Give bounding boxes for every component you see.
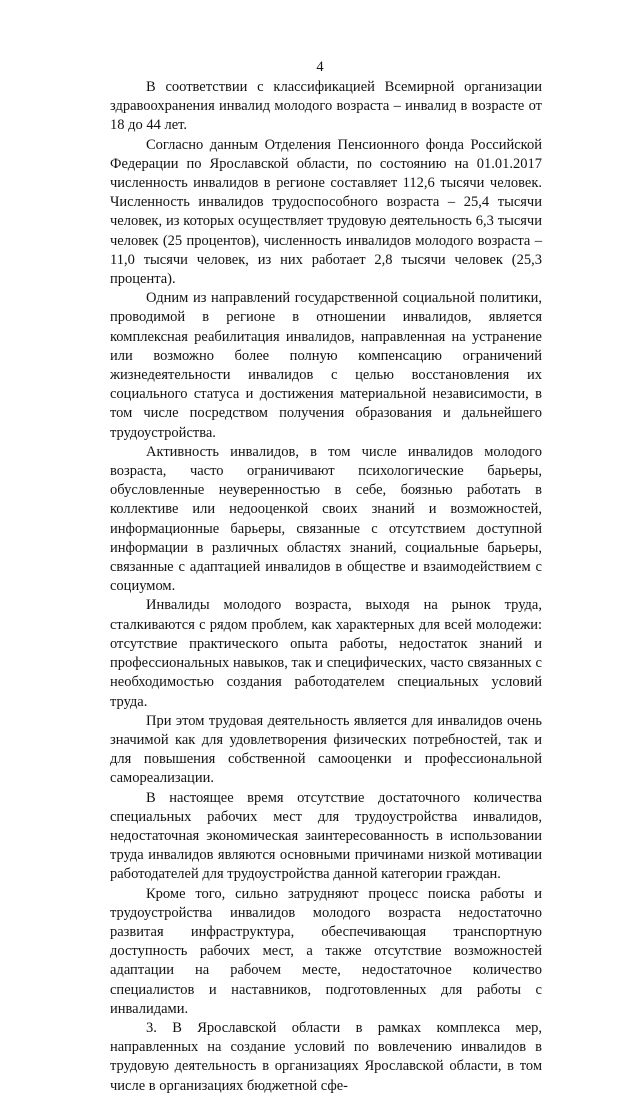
paragraph-employer-motivation: В настоящее время отсутствие достаточного количества специальных рабочих мест для трудоустройства инвалидов, недостаточная экономическая заинтересованность в использовании труда инвалидов являются основными причинами низкой мотивации работодателей для трудоустройства данной категории граждан. (110, 789, 542, 883)
paragraph-who-classification: В соответствии с классификацией Всемирной организации здравоохранения инвалид молодого возраста – инвалид в возрасте от 18 до 44 лет. (110, 79, 542, 134)
paragraph-work-significance: При этом трудовая деятельность является для инвалидов очень значимой как для удовлетворения физических потребностей, так и для повышения собственной самооценки и профессиональной самореализации. (110, 712, 542, 787)
page-number: 4 (316, 59, 324, 75)
paragraph-labor-market-problems: Инвалиды молодого возраста, выходя на рынок труда, сталкиваются с рядом проблем, как характерных для всей молодежи: отсутствие практического опыта работы, недостаток знаний и профессиональных навыков, так и специфических, часто связанных с необходимостью создания работодателем специальных условий труда. (110, 597, 542, 710)
paragraph-statistics: Согласно данным Отделения Пенсионного фонда Российской Федерации по Ярославской области, по состоянию на 01.01.2017 численность инвалидов в регионе составляет 112,6 тысячи человек. Численность инвалидов трудоспособного возраста – 25,4 тысячи человек, из которых осуществляет трудовую деятельность 6,3 тысячи человек (25 процентов), численность инвалидов молодого возраста – 11,0 тысячи человек, из них работает 2,8 тысячи человек (25,3 процента). (110, 136, 542, 288)
paragraph-yaroslavl-measures: 3. В Ярославской области в рамках комплекса мер, направленных на создание условий по вовлечению инвалидов в трудовую деятельность в организациях Ярославской области, в том числе в организациях бюджетной сфе- (110, 1019, 542, 1094)
paragraph-rehabilitation: Одним из направлений государственной социальной политики, проводимой в регионе в отношении инвалидов, является комплексная реабилитация инвалидов, направленная на устранение или возможно более полную компенсацию ограничений жизнедеятельности инвалидов с целью восстановления их социального статуса и достижения материальной независимости, в том числе посредством получения образования и дальнейшего трудоустройства. (110, 290, 542, 441)
paragraph-infrastructure: Кроме того, сильно затрудняют процесс поиска работы и трудоустройства инвалидов молодого возраста недостаточно развитая инфраструктура, обеспечивающая транспортную доступность рабочих мест, а также отсутствие возможностей адаптации на рабочем месте, недостаточное количество специалистов и наставников, подготовленных для работы с инвалидами. (110, 885, 542, 1017)
paragraph-barriers: Активность инвалидов, в том числе инвалидов молодого возраста, часто ограничивают психологические барьеры, обусловленные неуверенностью в себе, боязнью работать в коллективе или недооценкой своих знаний и возможностей, информационные барьеры, связанные с отсутствием доступной информации в различных областях знаний, социальные барьеры, связанные с адаптацией инвалидов в обществе и взаимодействием с социумом. (110, 443, 542, 595)
document-body (110, 78, 542, 1096)
